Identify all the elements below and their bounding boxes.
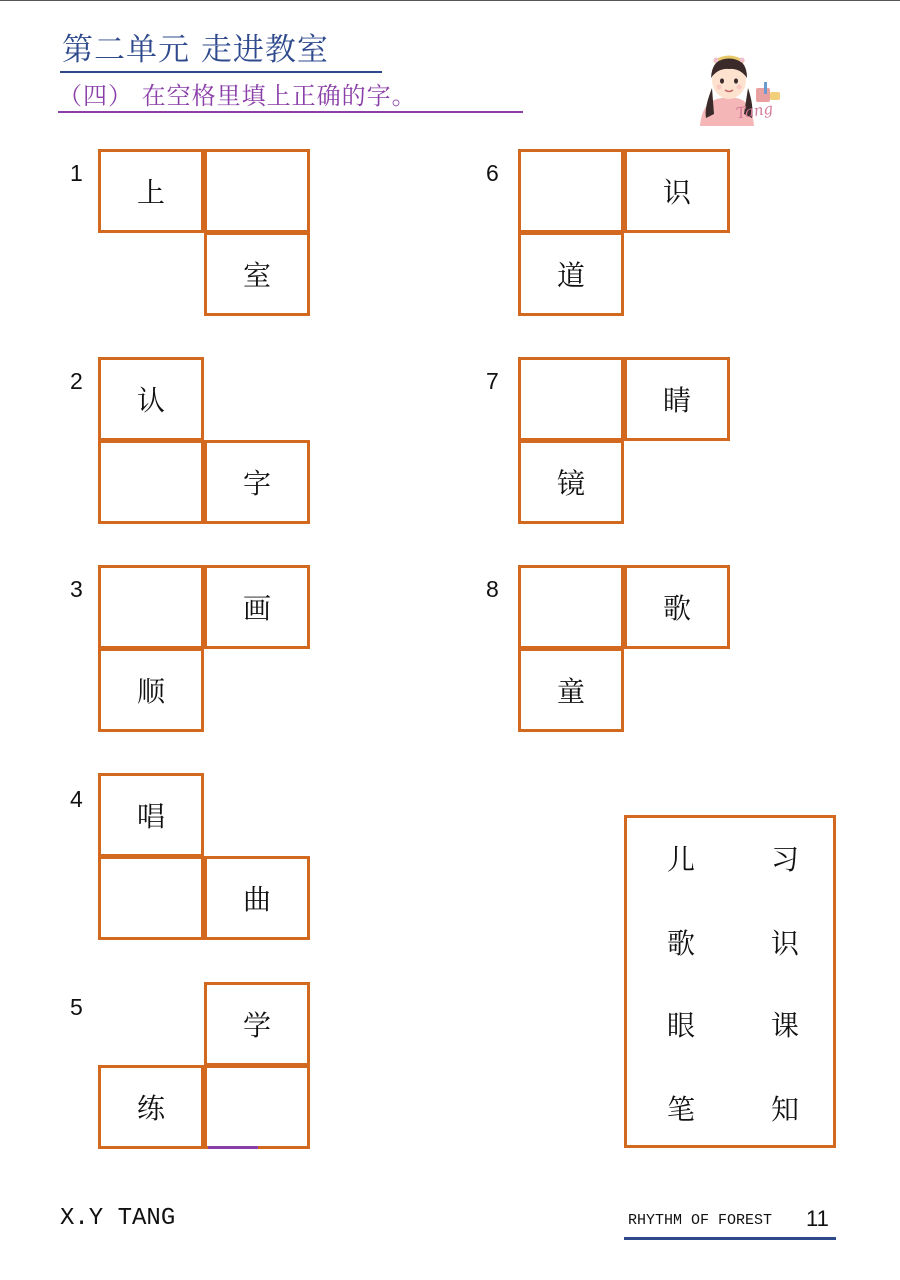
word-bank-item: 笔 [666,1093,695,1126]
char-cell: 顺 [98,648,204,732]
subtitle-underline [58,111,523,113]
char-cell: 唱 [98,773,204,857]
char-cell: 识 [624,149,730,233]
word-bank-item: 课 [770,1009,799,1042]
top-rule [0,0,900,1]
word-bank [624,815,836,1148]
footer-author: X.Y TANG [60,1205,176,1232]
char-cell: 字 [204,440,310,524]
char-cell: 歌 [624,565,730,649]
question-number: 1 [70,160,83,186]
char-cell: 练 [98,1065,204,1149]
purple-mark [208,1146,258,1149]
char-cell: 道 [518,232,624,316]
blank-cell[interactable] [204,149,310,233]
word-bank-item: 儿 [666,843,695,876]
char-cell: 学 [204,982,310,1066]
char-cell: 室 [204,232,310,316]
blank-cell[interactable] [204,1065,310,1149]
page-number: 11 [806,1206,829,1231]
word-bank-item: 歌 [666,927,695,960]
char-cell: 上 [98,149,204,233]
word-bank-item: 习 [770,843,799,876]
char-cell: 画 [204,565,310,649]
question-number: 4 [70,786,83,812]
blank-cell[interactable] [98,440,204,524]
blank-cell[interactable] [518,149,624,233]
question-number: 3 [70,576,83,602]
instruction-subtitle: （四） 在空格里填上正确的字。 [58,82,417,110]
question-number: 2 [70,368,83,394]
word-bank-item: 知 [770,1093,799,1126]
char-cell: 童 [518,648,624,732]
question-number: 5 [70,994,83,1020]
blank-cell[interactable] [518,357,624,441]
char-cell: 认 [98,357,204,441]
char-cell: 曲 [204,856,310,940]
question-number: 8 [486,576,499,602]
word-bank-item: 眼 [666,1009,695,1042]
footer-series: RHYTHM OF FOREST [628,1212,773,1229]
blank-cell[interactable] [98,565,204,649]
blank-cell[interactable] [518,565,624,649]
page-title: 第二单元 走进教室 [62,32,329,68]
char-cell: 镜 [518,440,624,524]
author-logo [692,48,784,128]
word-bank-item: 识 [770,927,799,960]
title-underline [60,71,382,73]
question-number: 7 [486,368,499,394]
footer-rule [624,1237,836,1240]
logo-signature: Tang [734,99,775,123]
blank-cell[interactable] [98,856,204,940]
char-cell: 睛 [624,357,730,441]
question-number: 6 [486,160,499,186]
